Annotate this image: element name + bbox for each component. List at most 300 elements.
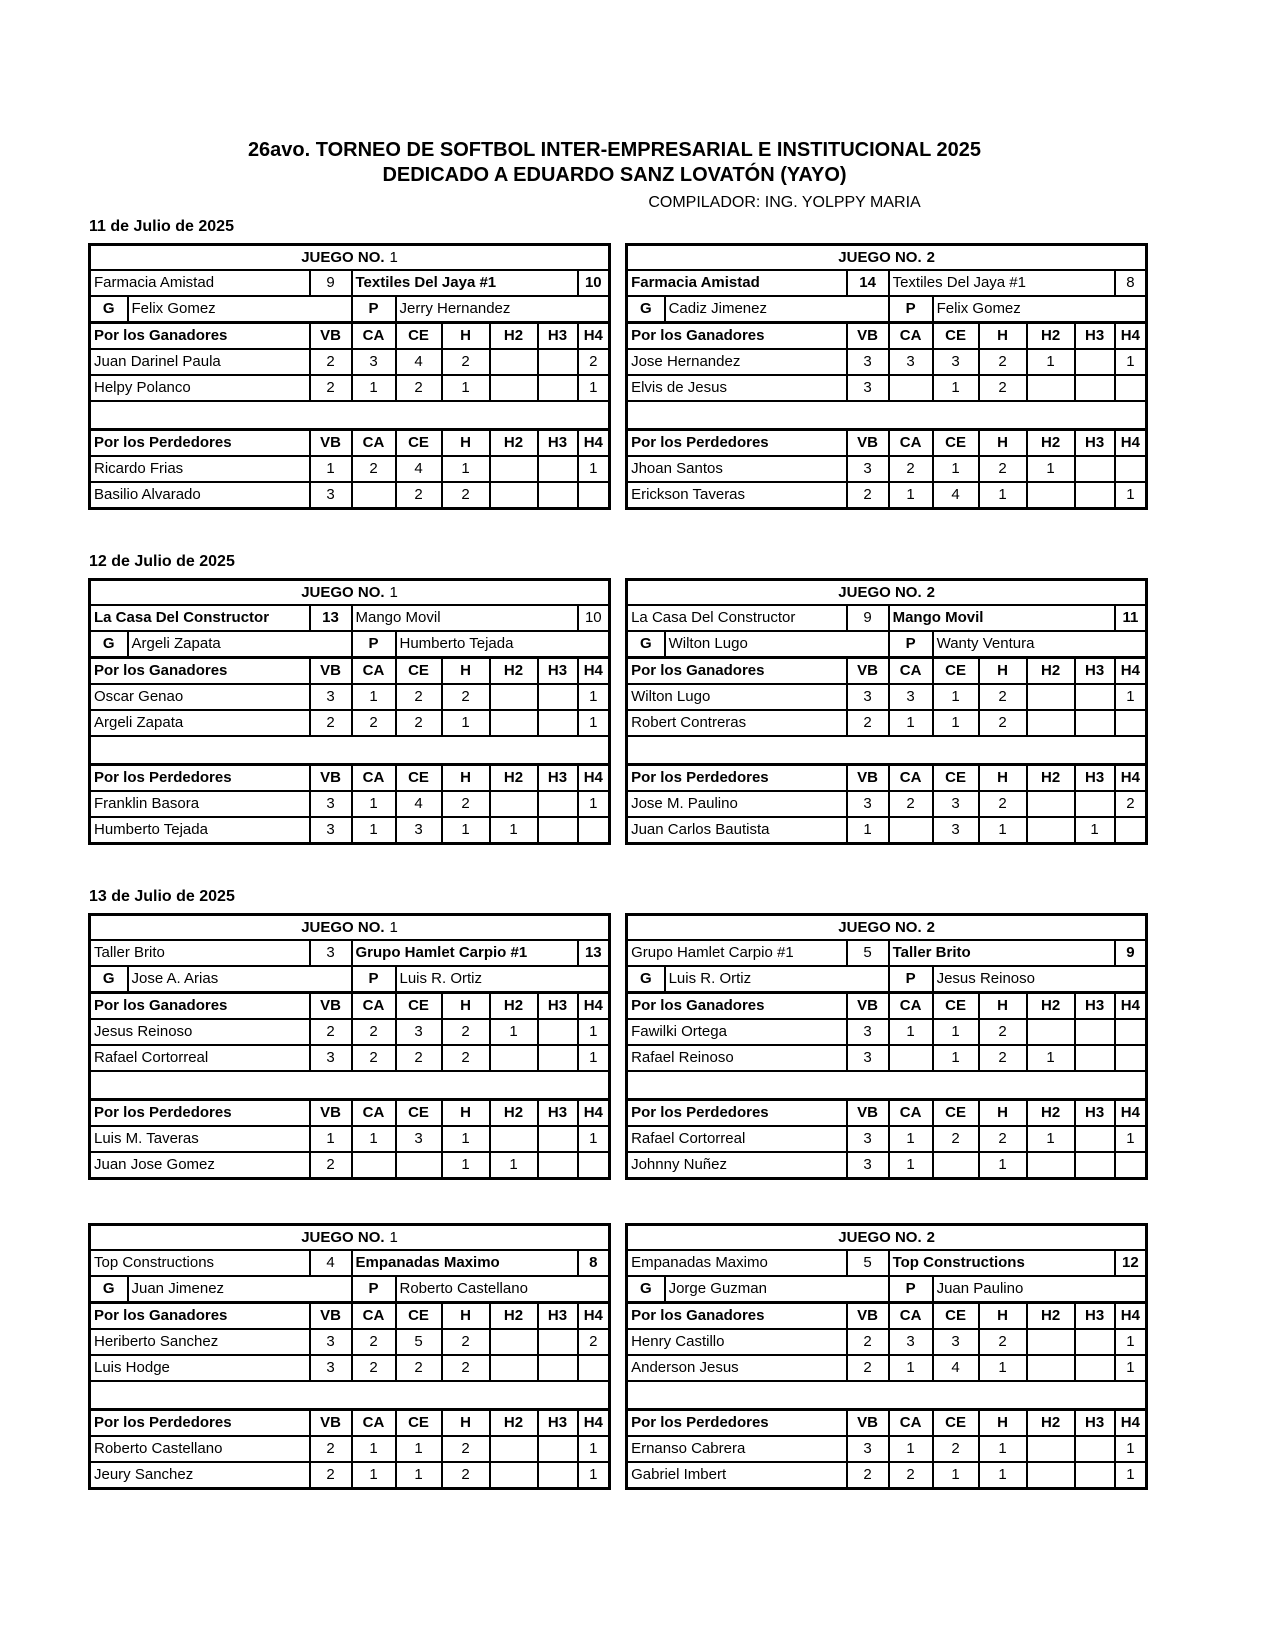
stat-cell-h2: 1 bbox=[490, 1019, 538, 1045]
stat-cell-ca: 3 bbox=[889, 349, 933, 375]
winning-pitcher-label: G bbox=[627, 966, 665, 993]
stat-cell-ca bbox=[352, 482, 396, 509]
col-header-vb: VB bbox=[310, 323, 352, 350]
col-header-h: H bbox=[979, 1303, 1027, 1330]
stat-cell-h2: 1 bbox=[1027, 349, 1075, 375]
team-score: 12 bbox=[1115, 1250, 1147, 1276]
player-name: Heriberto Sanchez bbox=[90, 1329, 310, 1355]
col-header-h: H bbox=[979, 1100, 1027, 1127]
losers-header: Por los Perdedores bbox=[90, 1410, 310, 1437]
col-header-h3: H3 bbox=[538, 993, 578, 1020]
winners-header: Por los Ganadores bbox=[90, 993, 310, 1020]
stat-cell-h3 bbox=[538, 456, 578, 482]
player-row bbox=[90, 710, 610, 736]
team-name: Textiles Del Jaya #1 bbox=[889, 270, 1115, 296]
stat-cell-h3 bbox=[1075, 349, 1115, 375]
game-header-row bbox=[627, 1225, 1147, 1251]
stat-cell-h: 1 bbox=[979, 1436, 1027, 1462]
stat-cell-h2 bbox=[490, 1355, 538, 1381]
spacer-cell bbox=[90, 1381, 610, 1410]
winning-pitcher-name: Jose A. Arias bbox=[128, 966, 352, 993]
stat-cell-h4 bbox=[1115, 1152, 1147, 1179]
stat-cell-h2 bbox=[1027, 482, 1075, 509]
team-name: Empanadas Maximo bbox=[627, 1250, 847, 1276]
col-header-h: H bbox=[979, 658, 1027, 685]
stat-cell-h3 bbox=[538, 1126, 578, 1152]
game-title bbox=[627, 245, 1147, 271]
winning-pitcher-label: G bbox=[627, 296, 665, 323]
stat-cell-vb: 2 bbox=[847, 1462, 889, 1489]
stat-cell-h3 bbox=[538, 349, 578, 375]
category-header-row bbox=[627, 658, 1147, 685]
category-header-row bbox=[627, 1303, 1147, 1330]
winning-pitcher-label: G bbox=[90, 966, 128, 993]
col-header-ce: CE bbox=[396, 765, 442, 792]
player-row bbox=[627, 817, 1147, 844]
stat-cell-h: 2 bbox=[442, 1355, 490, 1381]
winning-pitcher-name: Juan Jimenez bbox=[128, 1276, 352, 1303]
results-sections bbox=[88, 218, 1141, 1490]
stat-cell-h3 bbox=[538, 1462, 578, 1489]
stat-cell-h3 bbox=[538, 1045, 578, 1071]
winning-pitcher-name: Jorge Guzman bbox=[665, 1276, 889, 1303]
stat-cell-vb: 2 bbox=[310, 1019, 352, 1045]
col-header-ca: CA bbox=[352, 765, 396, 792]
stat-cell-ce: 4 bbox=[396, 349, 442, 375]
stat-cell-h3 bbox=[538, 1436, 578, 1462]
losers-header: Por los Perdedores bbox=[90, 1100, 310, 1127]
team-score: 13 bbox=[578, 940, 610, 966]
games-row bbox=[88, 913, 1141, 1180]
player-name: Oscar Genao bbox=[90, 684, 310, 710]
player-name: Luis M. Taveras bbox=[90, 1126, 310, 1152]
team-name: Grupo Hamlet Carpio #1 bbox=[627, 940, 847, 966]
games-row bbox=[88, 578, 1141, 845]
player-row bbox=[90, 1152, 610, 1179]
stat-cell-vb: 3 bbox=[310, 1329, 352, 1355]
category-header-row bbox=[90, 658, 610, 685]
team-score: 14 bbox=[847, 270, 889, 296]
col-header-h3: H3 bbox=[538, 658, 578, 685]
losing-pitcher-name: Jesus Reinoso bbox=[933, 966, 1147, 993]
game-title bbox=[90, 915, 610, 941]
stat-cell-h3 bbox=[1075, 1462, 1115, 1489]
col-header-h4: H4 bbox=[1115, 1410, 1147, 1437]
stat-cell-h: 1 bbox=[979, 817, 1027, 844]
stat-cell-ce: 3 bbox=[396, 817, 442, 844]
team-score: 5 bbox=[847, 1250, 889, 1276]
stat-cell-h2 bbox=[490, 349, 538, 375]
stat-cell-ca: 1 bbox=[889, 1126, 933, 1152]
col-header-h4: H4 bbox=[1115, 993, 1147, 1020]
player-name: Wilton Lugo bbox=[627, 684, 847, 710]
stat-cell-h3 bbox=[1075, 791, 1115, 817]
stat-cell-h4: 1 bbox=[1115, 1126, 1147, 1152]
stat-cell-h4: 1 bbox=[1115, 1355, 1147, 1381]
col-header-h: H bbox=[979, 765, 1027, 792]
game-header-row bbox=[90, 580, 610, 606]
col-header-h: H bbox=[442, 993, 490, 1020]
stat-cell-h4: 1 bbox=[578, 1019, 610, 1045]
stat-cell-ce bbox=[396, 1152, 442, 1179]
player-row bbox=[90, 456, 610, 482]
stat-cell-h4 bbox=[578, 1355, 610, 1381]
game-title-prefix: JUEGO NO. bbox=[301, 583, 385, 601]
stat-cell-ce: 1 bbox=[933, 710, 979, 736]
team-name: Taller Brito bbox=[90, 940, 310, 966]
spacer-row bbox=[627, 1381, 1147, 1410]
stat-cell-h3 bbox=[1075, 482, 1115, 509]
stat-cell-h2 bbox=[1027, 1355, 1075, 1381]
col-header-h3: H3 bbox=[1075, 323, 1115, 350]
player-name: Ricardo Frias bbox=[90, 456, 310, 482]
stat-cell-h: 2 bbox=[442, 1329, 490, 1355]
col-header-h: H bbox=[979, 993, 1027, 1020]
stat-cell-h4: 1 bbox=[578, 791, 610, 817]
stat-cell-h4 bbox=[578, 817, 610, 844]
stat-cell-h: 2 bbox=[979, 1019, 1027, 1045]
stat-cell-ca: 1 bbox=[889, 710, 933, 736]
category-header-row bbox=[627, 1100, 1147, 1127]
col-header-vb: VB bbox=[847, 1303, 889, 1330]
teams-row bbox=[627, 940, 1147, 966]
col-header-vb: VB bbox=[310, 430, 352, 457]
stat-cell-h4: 1 bbox=[1115, 349, 1147, 375]
losing-pitcher-label: P bbox=[889, 631, 933, 658]
winning-pitcher-label: G bbox=[90, 296, 128, 323]
category-header-row bbox=[627, 993, 1147, 1020]
stat-cell-h2 bbox=[490, 1329, 538, 1355]
stat-cell-h: 2 bbox=[979, 456, 1027, 482]
tournament-title: 26avo. TORNEO DE SOFTBOL INTER-EMPRESARIAL E INSTITUCIONAL 2025 bbox=[247, 139, 982, 161]
spacer-row bbox=[90, 736, 610, 765]
col-header-h: H bbox=[979, 430, 1027, 457]
player-row bbox=[90, 1355, 610, 1381]
player-row bbox=[627, 1329, 1147, 1355]
stat-cell-ca: 2 bbox=[352, 1329, 396, 1355]
stat-cell-ca: 1 bbox=[889, 482, 933, 509]
col-header-h3: H3 bbox=[538, 765, 578, 792]
player-name: Franklin Basora bbox=[90, 791, 310, 817]
col-header-h: H bbox=[442, 1410, 490, 1437]
stat-cell-vb: 3 bbox=[310, 817, 352, 844]
stat-cell-h4 bbox=[1115, 456, 1147, 482]
team-name: Empanadas Maximo bbox=[352, 1250, 578, 1276]
team-score: 4 bbox=[310, 1250, 352, 1276]
col-header-ca: CA bbox=[352, 1100, 396, 1127]
col-header-h2: H2 bbox=[1027, 1303, 1075, 1330]
player-name: Jose M. Paulino bbox=[627, 791, 847, 817]
stat-cell-h3 bbox=[538, 791, 578, 817]
stat-cell-h3 bbox=[1075, 1019, 1115, 1045]
winning-pitcher-label: G bbox=[627, 1276, 665, 1303]
stat-cell-ce: 3 bbox=[933, 1329, 979, 1355]
spacer-row bbox=[90, 1071, 610, 1100]
stat-cell-h3 bbox=[538, 817, 578, 844]
category-header-row bbox=[627, 323, 1147, 350]
stat-cell-h2 bbox=[490, 1436, 538, 1462]
game-number: 2 bbox=[926, 918, 935, 936]
stat-cell-ca: 1 bbox=[352, 791, 396, 817]
stat-cell-ce: 2 bbox=[396, 684, 442, 710]
stat-cell-vb: 2 bbox=[310, 375, 352, 401]
stat-cell-ce: 1 bbox=[933, 1462, 979, 1489]
stat-cell-vb: 2 bbox=[310, 710, 352, 736]
game-table bbox=[625, 913, 1148, 1180]
stat-cell-h4: 2 bbox=[578, 1329, 610, 1355]
stat-cell-h: 2 bbox=[442, 684, 490, 710]
player-row bbox=[90, 1329, 610, 1355]
col-header-h4: H4 bbox=[578, 1100, 610, 1127]
player-name: Elvis de Jesus bbox=[627, 375, 847, 401]
player-name: Jhoan Santos bbox=[627, 456, 847, 482]
col-header-vb: VB bbox=[310, 993, 352, 1020]
stat-cell-h3 bbox=[538, 710, 578, 736]
col-header-h4: H4 bbox=[1115, 658, 1147, 685]
pitchers-row bbox=[627, 966, 1147, 993]
col-header-vb: VB bbox=[310, 1410, 352, 1437]
stat-cell-h: 2 bbox=[979, 710, 1027, 736]
date-section bbox=[88, 1223, 1141, 1490]
stat-cell-h4: 1 bbox=[1115, 482, 1147, 509]
stat-cell-h2: 1 bbox=[490, 817, 538, 844]
stat-cell-h: 2 bbox=[979, 1329, 1027, 1355]
stat-cell-h2 bbox=[1027, 684, 1075, 710]
stat-cell-ca: 3 bbox=[352, 349, 396, 375]
losing-pitcher-label: P bbox=[352, 296, 396, 323]
stat-cell-h2 bbox=[1027, 1019, 1075, 1045]
stat-cell-ca: 2 bbox=[889, 456, 933, 482]
player-name: Jeury Sanchez bbox=[90, 1462, 310, 1489]
player-name: Fawilki Ortega bbox=[627, 1019, 847, 1045]
col-header-ce: CE bbox=[933, 1100, 979, 1127]
stat-cell-h: 1 bbox=[979, 1462, 1027, 1489]
team-name: Mango Movil bbox=[352, 605, 578, 631]
col-header-ce: CE bbox=[396, 1100, 442, 1127]
game-number: 1 bbox=[389, 1228, 398, 1246]
stat-cell-h2 bbox=[490, 482, 538, 509]
stat-cell-h4 bbox=[1115, 1019, 1147, 1045]
losing-pitcher-label: P bbox=[889, 1276, 933, 1303]
spacer-cell bbox=[627, 736, 1147, 765]
game-number: 1 bbox=[389, 583, 398, 601]
stat-cell-vb: 1 bbox=[310, 456, 352, 482]
stat-cell-ce: 3 bbox=[933, 817, 979, 844]
teams-row bbox=[90, 940, 610, 966]
player-name: Rafael Cortorreal bbox=[90, 1045, 310, 1071]
game-header-row bbox=[90, 245, 610, 271]
stat-cell-h4: 1 bbox=[578, 710, 610, 736]
stat-cell-ca: 3 bbox=[889, 1329, 933, 1355]
stat-cell-h2 bbox=[490, 375, 538, 401]
player-name: Gabriel Imbert bbox=[627, 1462, 847, 1489]
game-title-prefix: JUEGO NO. bbox=[838, 918, 922, 936]
stat-cell-ca bbox=[889, 817, 933, 844]
team-score: 10 bbox=[578, 270, 610, 296]
stat-cell-h3 bbox=[538, 482, 578, 509]
team-score: 9 bbox=[310, 270, 352, 296]
stat-cell-vb: 3 bbox=[847, 1045, 889, 1071]
games-row bbox=[88, 243, 1141, 510]
stat-cell-ce: 1 bbox=[933, 684, 979, 710]
date-section bbox=[88, 553, 1141, 845]
team-score: 11 bbox=[1115, 605, 1147, 631]
spacer-row bbox=[627, 1071, 1147, 1100]
losing-pitcher-name: Humberto Tejada bbox=[396, 631, 610, 658]
stat-cell-ca: 2 bbox=[352, 710, 396, 736]
col-header-vb: VB bbox=[847, 765, 889, 792]
spacer-row bbox=[90, 401, 610, 430]
team-name: Mango Movil bbox=[889, 605, 1115, 631]
player-row bbox=[627, 684, 1147, 710]
winning-pitcher-name: Argeli Zapata bbox=[128, 631, 352, 658]
stat-cell-h2 bbox=[490, 1126, 538, 1152]
col-header-h2: H2 bbox=[490, 1100, 538, 1127]
stat-cell-ce: 1 bbox=[933, 456, 979, 482]
col-header-ce: CE bbox=[933, 658, 979, 685]
game-table bbox=[625, 578, 1148, 845]
player-name: Anderson Jesus bbox=[627, 1355, 847, 1381]
stat-cell-h2: 1 bbox=[490, 1152, 538, 1179]
stat-cell-vb: 3 bbox=[847, 684, 889, 710]
stat-cell-h: 2 bbox=[442, 349, 490, 375]
teams-row bbox=[90, 605, 610, 631]
winners-header: Por los Ganadores bbox=[627, 323, 847, 350]
stat-cell-h4: 2 bbox=[1115, 791, 1147, 817]
stat-cell-h3 bbox=[538, 375, 578, 401]
stat-cell-h2: 1 bbox=[1027, 1045, 1075, 1071]
stat-cell-vb: 3 bbox=[847, 1436, 889, 1462]
winning-pitcher-name: Cadiz Jimenez bbox=[665, 296, 889, 323]
team-name: Taller Brito bbox=[889, 940, 1115, 966]
col-header-ca: CA bbox=[889, 430, 933, 457]
spacer-cell bbox=[90, 401, 610, 430]
team-score: 9 bbox=[1115, 940, 1147, 966]
winners-header: Por los Ganadores bbox=[627, 1303, 847, 1330]
player-name: Ernanso Cabrera bbox=[627, 1436, 847, 1462]
col-header-ce: CE bbox=[933, 993, 979, 1020]
stat-cell-h2 bbox=[1027, 1152, 1075, 1179]
winning-pitcher-label: G bbox=[90, 1276, 128, 1303]
stat-cell-ce: 1 bbox=[933, 1019, 979, 1045]
stat-cell-ce: 2 bbox=[396, 1355, 442, 1381]
col-header-h4: H4 bbox=[578, 430, 610, 457]
player-row bbox=[90, 482, 610, 509]
stat-cell-h3 bbox=[538, 1355, 578, 1381]
player-name: Robert Contreras bbox=[627, 710, 847, 736]
winning-pitcher-label: G bbox=[627, 631, 665, 658]
player-row bbox=[90, 817, 610, 844]
col-header-h: H bbox=[979, 1410, 1027, 1437]
player-row bbox=[627, 1436, 1147, 1462]
stat-cell-vb: 2 bbox=[847, 1329, 889, 1355]
col-header-ca: CA bbox=[352, 993, 396, 1020]
stat-cell-ce: 1 bbox=[933, 1045, 979, 1071]
col-header-h3: H3 bbox=[538, 1100, 578, 1127]
stat-cell-ce: 2 bbox=[933, 1126, 979, 1152]
col-header-vb: VB bbox=[310, 658, 352, 685]
losers-header: Por los Perdedores bbox=[627, 765, 847, 792]
col-header-h2: H2 bbox=[490, 765, 538, 792]
category-header-row bbox=[90, 430, 610, 457]
losing-pitcher-label: P bbox=[352, 631, 396, 658]
stat-cell-h3 bbox=[1075, 710, 1115, 736]
stat-cell-h2 bbox=[490, 1462, 538, 1489]
col-header-ce: CE bbox=[396, 1410, 442, 1437]
player-name: Erickson Taveras bbox=[627, 482, 847, 509]
team-name: La Casa Del Constructor bbox=[627, 605, 847, 631]
player-row bbox=[90, 349, 610, 375]
stat-cell-ca: 1 bbox=[352, 817, 396, 844]
stat-cell-h: 2 bbox=[442, 791, 490, 817]
col-header-h2: H2 bbox=[490, 1303, 538, 1330]
game-number: 1 bbox=[389, 248, 398, 266]
category-header-row bbox=[90, 993, 610, 1020]
stat-cell-h: 2 bbox=[442, 1019, 490, 1045]
game-title bbox=[90, 245, 610, 271]
col-header-ce: CE bbox=[933, 323, 979, 350]
col-header-ce: CE bbox=[396, 1303, 442, 1330]
stat-cell-h2 bbox=[1027, 817, 1075, 844]
stat-cell-ce: 2 bbox=[396, 1045, 442, 1071]
teams-row bbox=[627, 270, 1147, 296]
losing-pitcher-name: Juan Paulino bbox=[933, 1276, 1147, 1303]
col-header-h4: H4 bbox=[1115, 765, 1147, 792]
stat-cell-ce: 1 bbox=[396, 1462, 442, 1489]
team-name: Top Constructions bbox=[889, 1250, 1115, 1276]
col-header-h3: H3 bbox=[538, 430, 578, 457]
stat-cell-vb: 3 bbox=[847, 1152, 889, 1179]
stat-cell-h: 2 bbox=[979, 791, 1027, 817]
game-header-row bbox=[627, 245, 1147, 271]
stat-cell-h: 2 bbox=[442, 482, 490, 509]
col-header-ca: CA bbox=[889, 1303, 933, 1330]
winning-pitcher-label: G bbox=[90, 631, 128, 658]
stat-cell-h2 bbox=[1027, 791, 1075, 817]
spacer-row bbox=[627, 401, 1147, 430]
games-row bbox=[88, 1223, 1141, 1490]
stat-cell-vb: 2 bbox=[847, 482, 889, 509]
spacer-cell bbox=[627, 1071, 1147, 1100]
pitchers-row bbox=[90, 296, 610, 323]
col-header-h3: H3 bbox=[1075, 993, 1115, 1020]
stat-cell-ce: 3 bbox=[396, 1019, 442, 1045]
game-number: 2 bbox=[926, 583, 935, 601]
col-header-ca: CA bbox=[889, 765, 933, 792]
stat-cell-h4: 1 bbox=[578, 1126, 610, 1152]
stat-cell-h2 bbox=[1027, 375, 1075, 401]
game-table bbox=[625, 243, 1148, 510]
col-header-h: H bbox=[442, 323, 490, 350]
game-title-prefix: JUEGO NO. bbox=[838, 1228, 922, 1246]
stat-cell-ca: 1 bbox=[352, 1436, 396, 1462]
col-header-h3: H3 bbox=[1075, 430, 1115, 457]
stat-cell-ca: 2 bbox=[889, 1462, 933, 1489]
stat-cell-ce: 4 bbox=[396, 791, 442, 817]
stat-cell-h2 bbox=[490, 791, 538, 817]
stat-cell-ca: 3 bbox=[889, 684, 933, 710]
pitchers-row bbox=[627, 296, 1147, 323]
game-number: 2 bbox=[926, 248, 935, 266]
player-name: Rafael Reinoso bbox=[627, 1045, 847, 1071]
col-header-ca: CA bbox=[889, 658, 933, 685]
losing-pitcher-name: Wanty Ventura bbox=[933, 631, 1147, 658]
game-number: 1 bbox=[389, 918, 398, 936]
losers-header: Por los Perdedores bbox=[90, 430, 310, 457]
stat-cell-h2 bbox=[1027, 1436, 1075, 1462]
col-header-ca: CA bbox=[352, 430, 396, 457]
spacer-cell bbox=[627, 1381, 1147, 1410]
